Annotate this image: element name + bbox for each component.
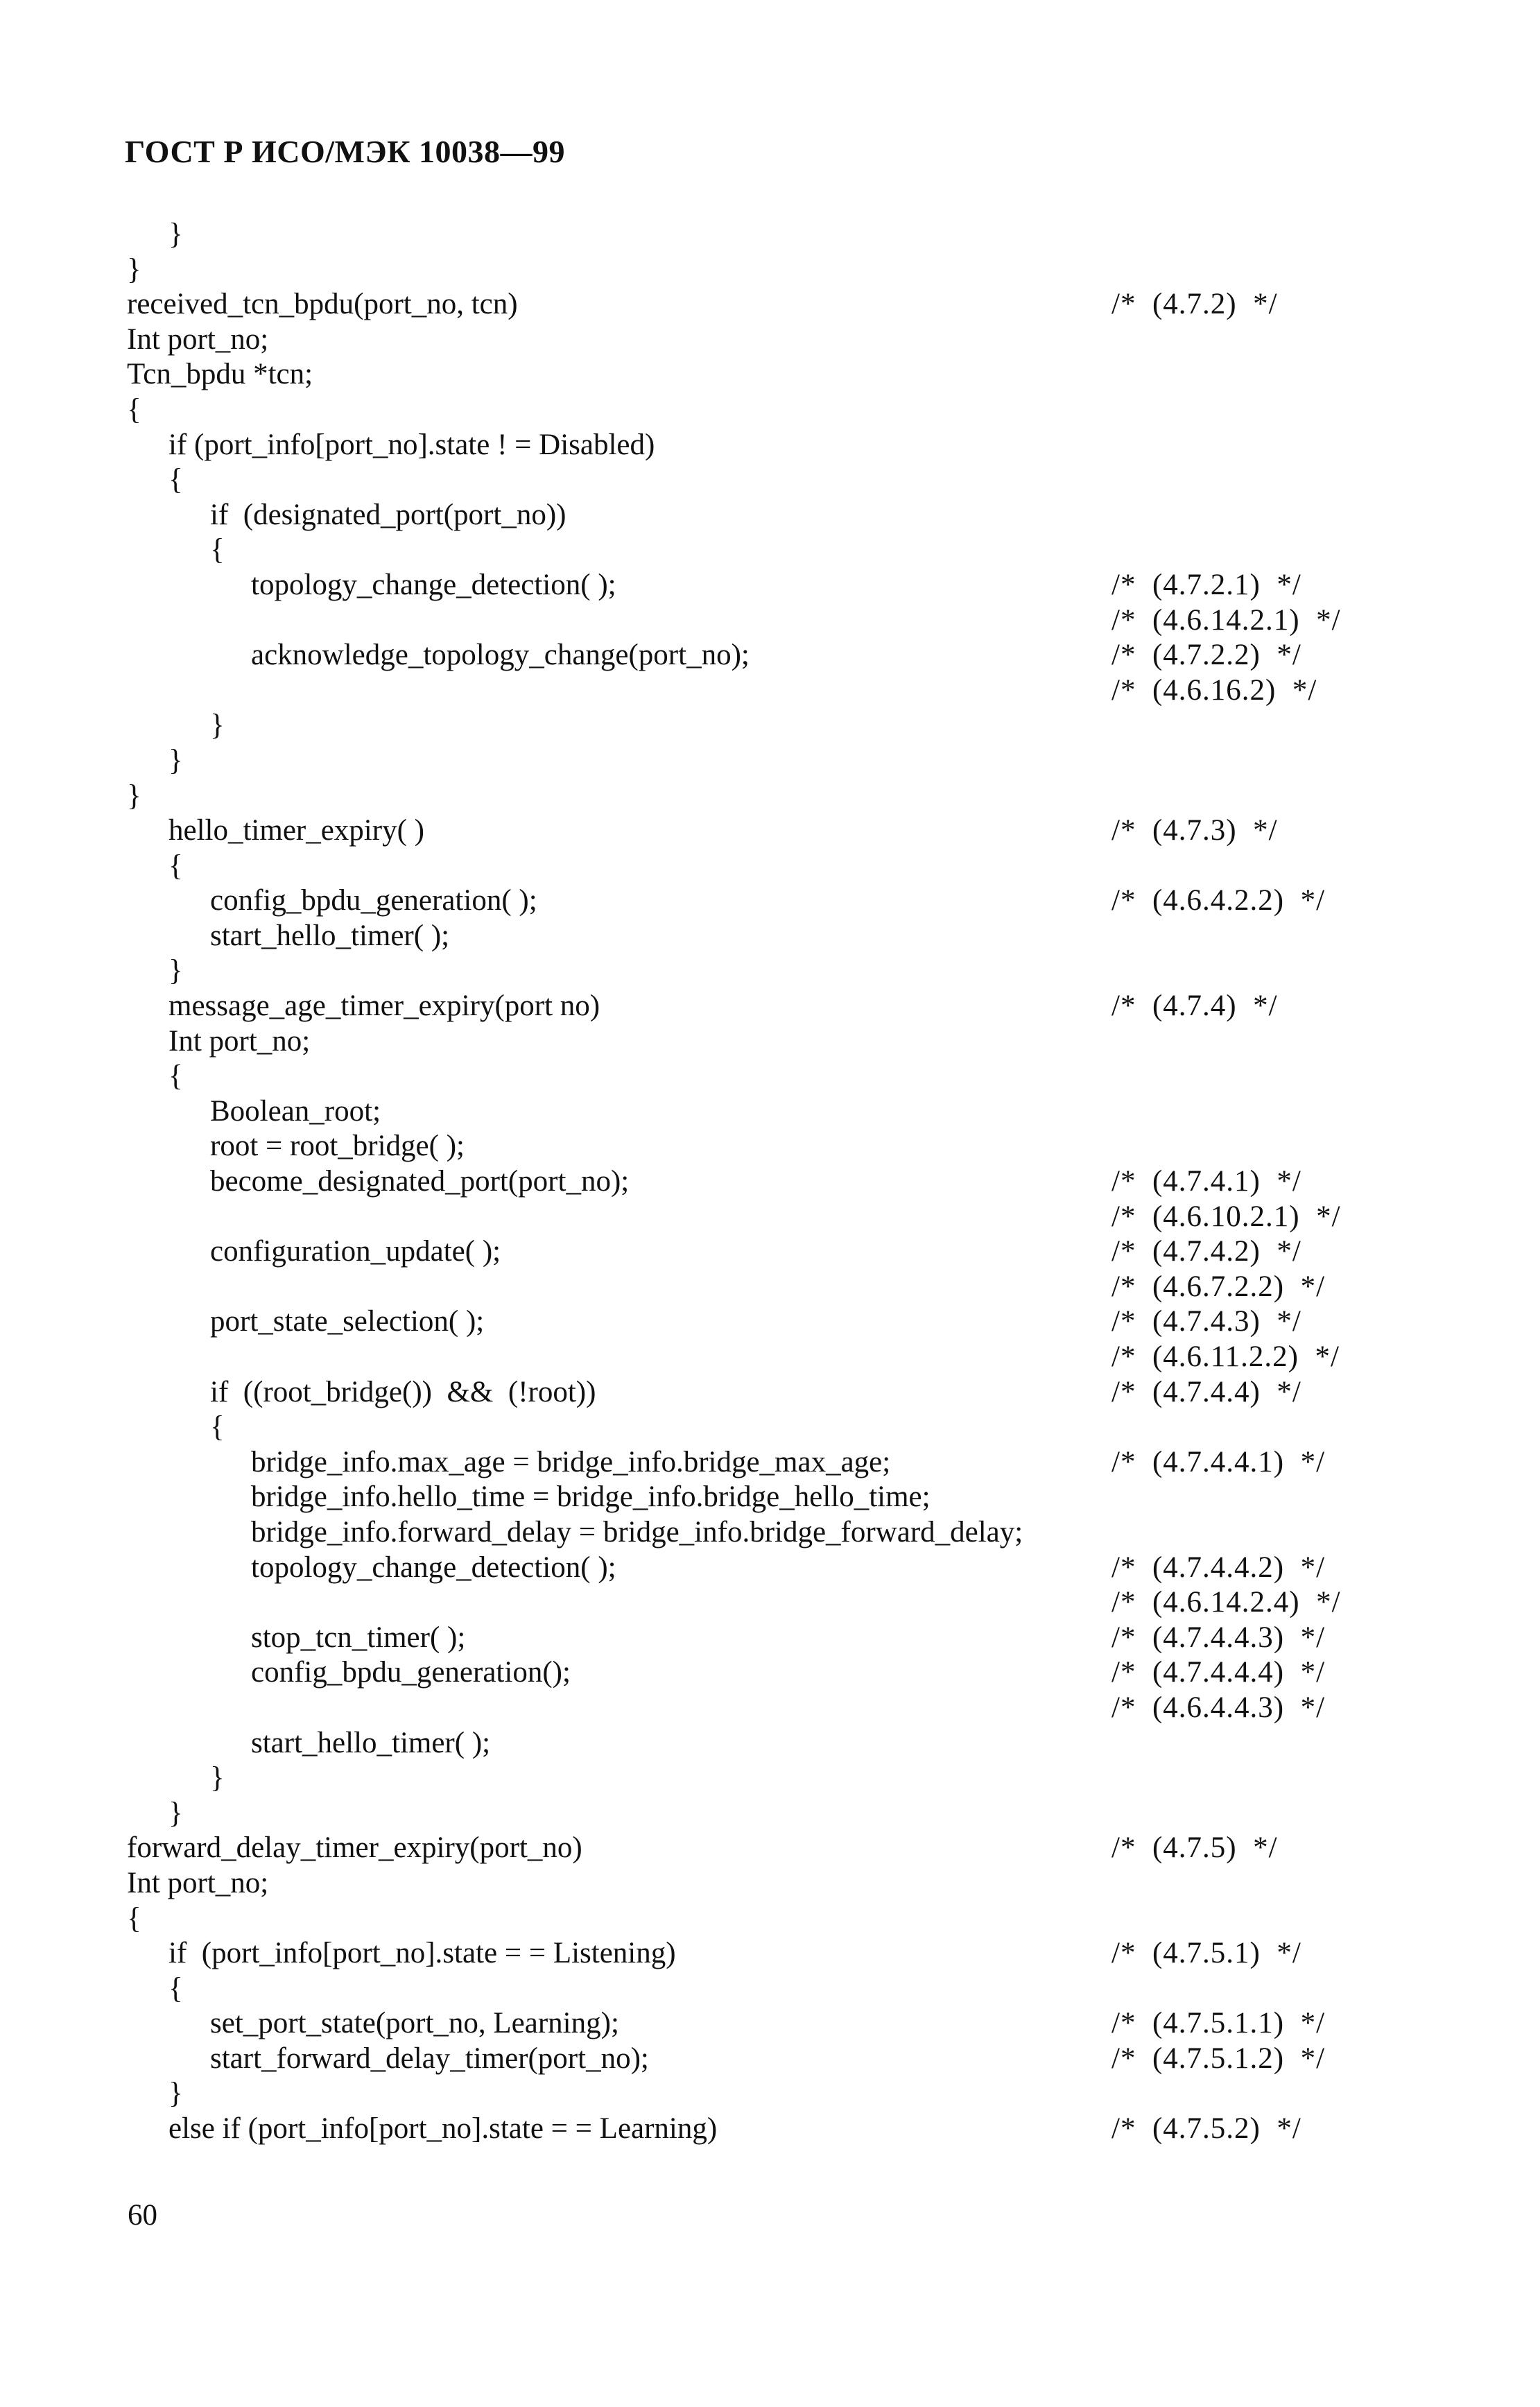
code-line bbox=[0, 322, 1540, 358]
code-line bbox=[0, 1761, 1540, 1796]
code-line bbox=[0, 954, 1540, 989]
code-statement: port_state_selection( ); bbox=[210, 1305, 485, 1338]
code-line bbox=[0, 2112, 1540, 2147]
code-line bbox=[0, 1410, 1540, 1445]
code-statement: { bbox=[127, 392, 141, 426]
code-line bbox=[0, 1375, 1540, 1410]
code-line bbox=[0, 603, 1540, 639]
code-line bbox=[0, 1866, 1540, 1901]
code-line bbox=[0, 1901, 1540, 1937]
code-statement: message_age_timer_expiry(port no) bbox=[168, 990, 600, 1023]
section-reference-comment: /* (4.7.2) */ bbox=[1111, 288, 1278, 321]
section-reference-comment: /* (4.7.4.2) */ bbox=[1111, 1235, 1301, 1268]
section-reference-comment: /* (4.7.4.3) */ bbox=[1111, 1305, 1301, 1338]
code-statement: Int port_no; bbox=[127, 1866, 269, 1899]
section-reference-comment: /* (4.7.4) */ bbox=[1111, 990, 1278, 1023]
code-statement: { bbox=[168, 463, 183, 497]
code-line bbox=[0, 779, 1540, 814]
code-statement: if (designated_port(port_no)) bbox=[210, 498, 566, 531]
section-reference-comment: /* (4.7.5.1.2) */ bbox=[1111, 2042, 1326, 2075]
section-reference-comment: /* (4.7.5) */ bbox=[1111, 1831, 1278, 1865]
code-line bbox=[0, 849, 1540, 884]
code-line bbox=[0, 287, 1540, 322]
code-line bbox=[0, 638, 1540, 673]
code-statement: acknowledge_topology_change(port_no); bbox=[251, 639, 750, 672]
code-line bbox=[0, 463, 1540, 498]
code-statement: configuration_update( ); bbox=[210, 1235, 501, 1268]
code-statement: { bbox=[210, 1410, 225, 1444]
section-reference-comment: /* (4.7.2.2) */ bbox=[1111, 639, 1301, 672]
code-statement: Tcn_bpdu *tcn; bbox=[127, 358, 313, 391]
code-statement: } bbox=[210, 1761, 225, 1795]
code-statement: topology_change_detection( ); bbox=[251, 568, 616, 601]
section-reference-comment: /* (4.6.16.2) */ bbox=[1111, 673, 1317, 707]
code-line bbox=[0, 1024, 1540, 1060]
section-reference-comment: /* (4.6.14.2.4) */ bbox=[1111, 1586, 1341, 1619]
code-statement: become_designated_port(port_no); bbox=[210, 1165, 630, 1198]
code-statement: { bbox=[210, 533, 225, 567]
code-line bbox=[0, 1551, 1540, 1586]
code-statement: start_hello_timer( ); bbox=[210, 919, 450, 952]
section-reference-comment: /* (4.6.10.2.1) */ bbox=[1111, 1200, 1341, 1233]
code-line bbox=[0, 1480, 1540, 1515]
code-statement: stop_tcn_timer( ); bbox=[251, 1621, 466, 1654]
code-statement: bridge_info.hello_time = bridge_info.bridge_hello_time; bbox=[251, 1481, 931, 1514]
code-statement: if (port_info[port_no].state = = Listening) bbox=[168, 1937, 676, 1970]
code-line bbox=[0, 2076, 1540, 2112]
code-listing bbox=[0, 217, 1540, 2147]
code-line bbox=[0, 1164, 1540, 1200]
section-reference-comment: /* (4.6.14.2.1) */ bbox=[1111, 603, 1341, 637]
section-reference-comment: /* (4.7.5.1) */ bbox=[1111, 1937, 1301, 1970]
code-statement: } bbox=[127, 252, 141, 286]
code-statement: forward_delay_timer_expiry(port_no) bbox=[127, 1831, 582, 1865]
code-statement: else if (port_info[port_no].state = = Learning) bbox=[168, 2112, 718, 2146]
code-line bbox=[0, 2042, 1540, 2077]
code-statement: if (port_info[port_no].state ! = Disabled) bbox=[168, 428, 655, 461]
section-reference-comment: /* (4.7.4.4.3) */ bbox=[1111, 1621, 1326, 1654]
code-line bbox=[0, 1831, 1540, 1866]
code-statement: } bbox=[168, 743, 183, 777]
code-line bbox=[0, 1796, 1540, 1831]
code-statement: bridge_info.forward_delay = bridge_info.bridge_forward_delay; bbox=[251, 1515, 1023, 1548]
code-statement: } bbox=[210, 709, 225, 742]
code-statement: { bbox=[168, 1060, 183, 1093]
code-line bbox=[0, 498, 1540, 533]
code-line bbox=[0, 1936, 1540, 1972]
code-statement: if ((root_bridge()) && (!root)) bbox=[210, 1375, 596, 1408]
code-statement: } bbox=[127, 779, 141, 812]
code-line bbox=[0, 428, 1540, 463]
code-line bbox=[0, 883, 1540, 919]
code-line bbox=[0, 1726, 1540, 1761]
code-line bbox=[0, 708, 1540, 743]
code-line bbox=[0, 989, 1540, 1024]
code-line bbox=[0, 919, 1540, 954]
code-statement: received_tcn_bpdu(port_no, tcn) bbox=[127, 288, 518, 321]
code-line bbox=[0, 252, 1540, 288]
code-line bbox=[0, 2006, 1540, 2042]
code-statement: { bbox=[168, 1972, 183, 2005]
code-statement: set_port_state(port_no, Learning); bbox=[210, 2007, 619, 2040]
code-statement: hello_timer_expiry( ) bbox=[168, 814, 424, 847]
code-line bbox=[0, 1515, 1540, 1551]
code-line bbox=[0, 673, 1540, 709]
code-statement: start_forward_delay_timer(port_no); bbox=[210, 2042, 649, 2075]
code-line bbox=[0, 392, 1540, 428]
section-reference-comment: /* (4.6.4.4.3) */ bbox=[1111, 1691, 1326, 1724]
code-line bbox=[0, 1655, 1540, 1691]
section-reference-comment: /* (4.7.4.4.2) */ bbox=[1111, 1551, 1326, 1584]
section-reference-comment: /* (4.7.2.1) */ bbox=[1111, 568, 1301, 601]
code-line bbox=[0, 1059, 1540, 1094]
code-statement: } bbox=[168, 954, 183, 987]
code-statement: Int port_no; bbox=[127, 322, 269, 356]
code-line bbox=[0, 217, 1540, 252]
code-statement: config_bpdu_generation(); bbox=[251, 1656, 571, 1689]
code-statement: } bbox=[168, 2077, 183, 2110]
document-header: ГОСТ Р ИСО/МЭК 10038—99 bbox=[125, 134, 565, 169]
code-line bbox=[0, 1270, 1540, 1305]
code-statement: Boolean_root; bbox=[210, 1094, 381, 1128]
section-reference-comment: /* (4.7.5.2) */ bbox=[1111, 2112, 1301, 2146]
code-line bbox=[0, 1129, 1540, 1164]
section-reference-comment: /* (4.6.7.2.2) */ bbox=[1111, 1270, 1326, 1303]
section-reference-comment: /* (4.6.4.2.2) */ bbox=[1111, 884, 1326, 917]
code-line bbox=[0, 1200, 1540, 1235]
code-line bbox=[0, 357, 1540, 392]
code-line bbox=[0, 1972, 1540, 2007]
code-line bbox=[0, 1234, 1540, 1270]
code-line bbox=[0, 1304, 1540, 1340]
code-line bbox=[0, 1621, 1540, 1656]
code-line bbox=[0, 533, 1540, 568]
code-line bbox=[0, 813, 1540, 849]
page-number: 60 bbox=[128, 2199, 157, 2232]
section-reference-comment: /* (4.7.5.1.1) */ bbox=[1111, 2007, 1326, 2040]
code-statement: { bbox=[168, 849, 183, 882]
code-line bbox=[0, 568, 1540, 603]
code-statement: } bbox=[168, 218, 183, 250]
code-line bbox=[0, 1691, 1540, 1726]
section-reference-comment: /* (4.7.4.4.4) */ bbox=[1111, 1656, 1326, 1689]
code-line bbox=[0, 1445, 1540, 1481]
code-statement: bridge_info.max_age = bridge_info.bridge_max_age; bbox=[251, 1445, 891, 1478]
code-line bbox=[0, 743, 1540, 779]
code-statement: start_hello_timer( ); bbox=[251, 1726, 491, 1759]
code-statement: topology_change_detection( ); bbox=[251, 1551, 616, 1584]
section-reference-comment: /* (4.7.4.4.1) */ bbox=[1111, 1445, 1326, 1478]
code-statement: root = root_bridge( ); bbox=[210, 1130, 465, 1163]
section-reference-comment: /* (4.6.11.2.2) */ bbox=[1111, 1340, 1340, 1373]
code-line bbox=[0, 1094, 1540, 1130]
code-statement: { bbox=[127, 1901, 141, 1935]
section-reference-comment: /* (4.7.4.4) */ bbox=[1111, 1375, 1301, 1408]
code-line bbox=[0, 1340, 1540, 1375]
section-reference-comment: /* (4.7.4.1) */ bbox=[1111, 1165, 1301, 1198]
code-statement: config_bpdu_generation( ); bbox=[210, 884, 537, 917]
section-reference-comment: /* (4.7.3) */ bbox=[1111, 814, 1278, 847]
code-statement: } bbox=[168, 1796, 183, 1829]
code-line bbox=[0, 1585, 1540, 1621]
code-statement: Int port_no; bbox=[168, 1024, 311, 1058]
